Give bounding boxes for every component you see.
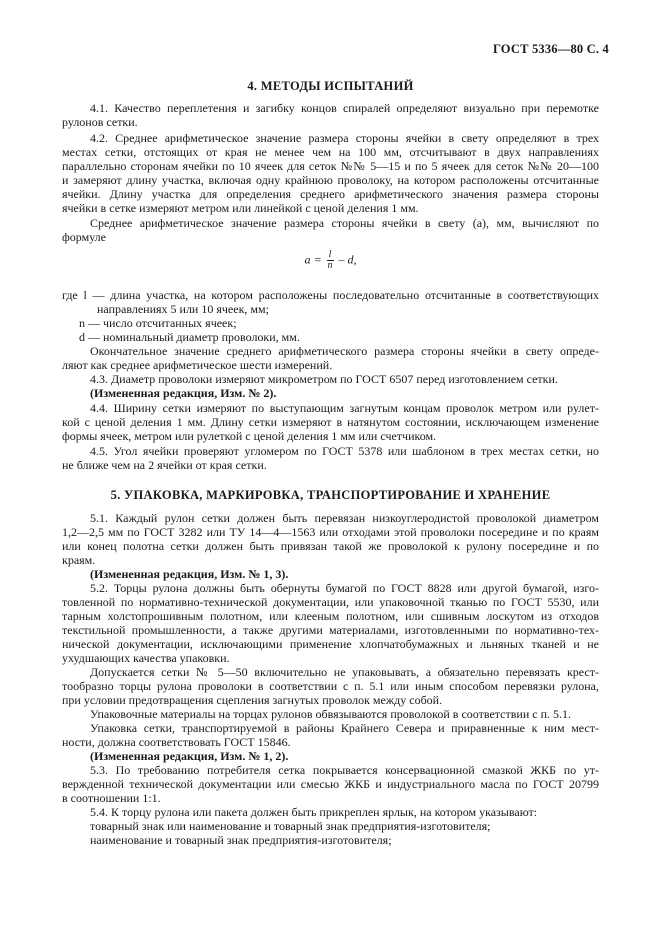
text-line: товарный знак или наименование и товарный знак предприятия-изготовителя; xyxy=(90,819,491,833)
text-line: краям. xyxy=(62,553,96,567)
text-line: 5.1. Каждый рулон сетки должен быть перевязан низкоуглеродистой проволокой диаметром xyxy=(90,511,599,525)
amendment-note: (Измененная редакция, Изм. № 1, 3). xyxy=(90,567,289,581)
text-line: при условии предотвращения сцепления загнутых проволок между собой. xyxy=(62,693,443,707)
text-line: где l — длина участка, на котором расположены последовательно отсчитанные в соответствующих xyxy=(62,288,599,302)
text-line: Упаковка сетки, транспортируемой в районы Крайнего Севера и приравненные к ним мест- xyxy=(90,721,599,735)
amendment-note: (Измененная редакция, Изм. № 1, 2). xyxy=(90,749,289,763)
text-line: ности, должна соответствовать ГОСТ 15846. xyxy=(62,735,291,749)
text-line: и замеряют длину участка, включая одну крайнюю проволоку, на котором расположены отсчитанные xyxy=(62,173,599,187)
text-line: или конец полотна сетки должен быть привязан такой же проволокой к рулону посередине и по xyxy=(62,539,599,553)
section-4-title: 4. МЕТОДЫ ИСПЫТАНИЙ xyxy=(247,79,414,93)
formula-numerator: l xyxy=(327,250,334,261)
text-line: наименование и товарный знак предприятия-изготовителя; xyxy=(90,833,392,847)
formula-rhs: – d, xyxy=(338,252,357,267)
text-line: ячейки в сетке измеряют метром или линейкой с ценой деления 1 мм. xyxy=(62,201,419,215)
formula xyxy=(0,250,661,271)
text-line: ляют как среднее арифметическое шести измерений. xyxy=(62,358,333,372)
text-line: товленной по нормативно-технической документации, или упаковочной тканью по ГОСТ 5530, или xyxy=(62,595,599,609)
text-line: d — номинальный диаметр проволоки, мм. xyxy=(79,330,300,344)
text-line: Упаковочные материалы на торцах рулонов обвязываются проволокой в соответствии с п. 5.1. xyxy=(90,707,572,721)
text-line: направлениях 5 или 10 ячеек, мм; xyxy=(97,302,269,316)
text-line: ячейки. Длину участка для определения среднего арифметического значения размера стороны xyxy=(62,187,599,201)
text-line: 4.5. Угол ячейки проверяют угломером по ГОСТ 5378 или шаблоном в трех местах сетки, но xyxy=(90,444,599,458)
text-line: тообразно торцы рулона проволоки в соответствии с п. 5.1 или иным способом перевязки рулона, xyxy=(62,679,599,693)
text-line: формы ячеек, метром или рулеткой с ценой деления 1 мм или счетчиком. xyxy=(62,429,437,443)
text-line: 1,2—2,5 мм по ГОСТ 3282 или ТУ 14—4—1563 или отходами этой проволоки посередине и по краям xyxy=(62,525,599,539)
text-line: кой с ценой деления 1 мм. Длину сетки измеряют в натянутом состоянии, исключающем изменение xyxy=(62,415,599,429)
section-5-title: 5. УПАКОВКА, МАРКИРОВКА, ТРАНСПОРТИРОВАНИЕ И ХРАНЕНИЕ xyxy=(110,488,551,502)
text-line: 5.4. К торцу рулона или пакета должен быть прикреплен ярлык, на котором указывают: xyxy=(90,805,538,819)
text-line: 4.2. Среднее арифметическое значение размера стороны ячейки в свету определяют в трех xyxy=(90,131,599,145)
formula-denominator: n xyxy=(327,260,333,271)
text-line: рулонов сетки. xyxy=(62,115,138,129)
text-line: ухудшающих качества упаковки. xyxy=(62,651,230,665)
text-line: 4.3. Диаметр проволоки измеряют микрометром по ГОСТ 6507 перед изготовлением сетки. xyxy=(90,372,558,386)
text-line: параллельно сторонам ячейки по 10 ячеек для сеток №№ 5—15 и по 5 ячеек для сеток №№ 20—100 xyxy=(62,159,599,173)
text-line: не ближе чем на 2 ячейки от края сетки. xyxy=(62,458,267,472)
text-line: формуле xyxy=(62,230,106,244)
text-line: 5.3. По требованию потребителя сетка покрывается консервационной смазкой ЖКБ по ут- xyxy=(90,763,599,777)
text-line: Окончательное значение среднего арифметического размера стороны ячейки в свету опреде- xyxy=(90,344,599,358)
text-line: 5.2. Торцы рулона должны быть обернуты бумагой по ГОСТ 8828 или другой бумагой, изго- xyxy=(90,581,599,595)
text-line: тарным холстопрошивным полотном, или клееным полотном, или сшивным лоскутом из отходов xyxy=(62,609,599,623)
text-line: Среднее арифметическое значение размера стороны ячейки в свету (а), мм, вычисляют по xyxy=(90,216,599,230)
amendment-note: (Измененная редакция, Изм. № 2). xyxy=(90,386,277,400)
text-line: 4.1. Качество переплетения и загибку концов спиралей определяют визуально при перемотке xyxy=(90,101,599,115)
text-line: местах сетки, отстоящих от края не менее чем на 100 мм, отсчитывают в двух направлениях xyxy=(62,145,599,159)
text-line: вержденной технической документации или смесью ЖКБ и индустриального масла по ГОСТ 20799 xyxy=(62,777,599,791)
text-line: n — число отсчитанных ячеек; xyxy=(79,316,237,330)
formula-lhs: a = xyxy=(304,252,322,267)
text-line: в соотношении 1:1. xyxy=(62,791,161,805)
text-line: 4.4. Ширину сетки измеряют по выступающим загнутым концам проволок метром или рулет- xyxy=(90,401,599,415)
page-header: ГОСТ 5336—80 С. 4 xyxy=(492,42,609,56)
text-line: нической документации, исключающими применение хлопчатобумажных и льняных тканей и не xyxy=(62,637,599,651)
text-line: Допускается сетки № 5—50 включительно не упаковывать, а обязательно перевязать крест- xyxy=(90,665,599,679)
text-line: текстильной промышленности, а также другими материалами, изготовленными по нормативно-тех- xyxy=(62,623,599,637)
formula-fraction xyxy=(327,250,334,271)
